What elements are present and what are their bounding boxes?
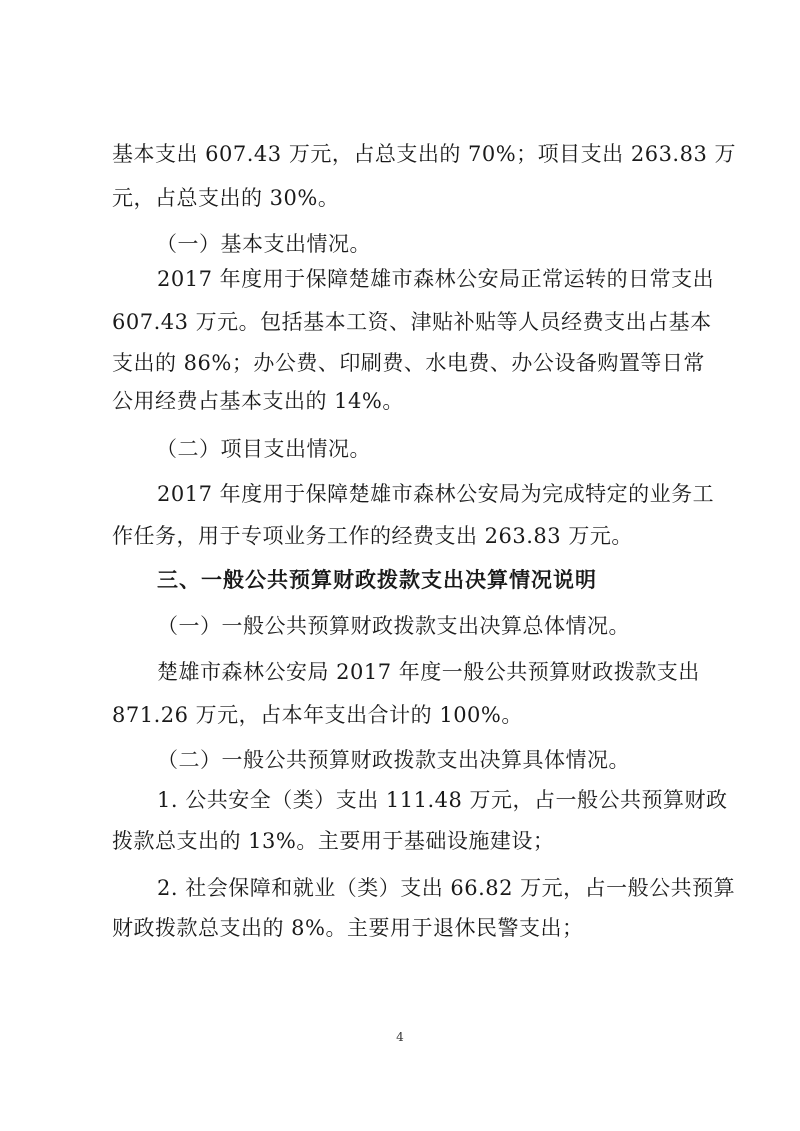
body-text-line: 871.26 万元，占本年支出合计的 100%。 [112, 703, 523, 727]
subsection-heading: （一）一般公共预算财政拨款支出决算总体情况。 [157, 614, 630, 638]
subsection-heading: （二）一般公共预算财政拨款支出决算具体情况。 [157, 748, 630, 772]
body-text-line: 2017 年度用于保障楚雄市森林公安局正常运转的日常支出 [157, 267, 715, 291]
section-heading: 三、一般公共预算财政拨款支出决算情况说明 [157, 568, 597, 592]
body-text-line: 楚雄市森林公安局 2017 年度一般公共预算财政拨款支出 [157, 660, 700, 684]
body-text-line: 2017 年度用于保障楚雄市森林公安局为完成特定的业务工 [157, 482, 715, 506]
body-text-line: 作任务，用于专项业务工作的经费支出 263.83 万元。 [112, 524, 633, 548]
list-item-text: 1. 公共安全（类）支出 111.48 万元，占一般公共预算财政 [157, 788, 728, 812]
subsection-heading: （二）项目支出情况。 [156, 437, 371, 461]
body-text-line: 支出的 86%；办公费、印刷费、水电费、办公设备购置等日常 [112, 351, 705, 375]
list-item-text: 拨款总支出的 13%。主要用于基础设施建设； [112, 829, 555, 853]
subsection-heading: （一）基本支出情况。 [156, 232, 371, 256]
body-text-line: 公用经费占基本支出的 14%。 [112, 389, 404, 413]
page-number: 4 [396, 1030, 404, 1044]
body-text-line: 607.43 万元。包括基本工资、津贴补贴等人员经费支出占基本 [112, 310, 712, 334]
list-item-text: 财政拨款总支出的 8%。主要用于退休民警支出； [112, 916, 584, 940]
list-item-text: 2. 社会保障和就业（类）支出 66.82 万元，占一般公共预算 [157, 876, 736, 900]
body-text-line: 基本支出 607.43 万元，占总支出的 70%；项目支出 263.83 万 [112, 142, 737, 166]
body-text-line: 元，占总支出的 30%。 [112, 186, 340, 210]
